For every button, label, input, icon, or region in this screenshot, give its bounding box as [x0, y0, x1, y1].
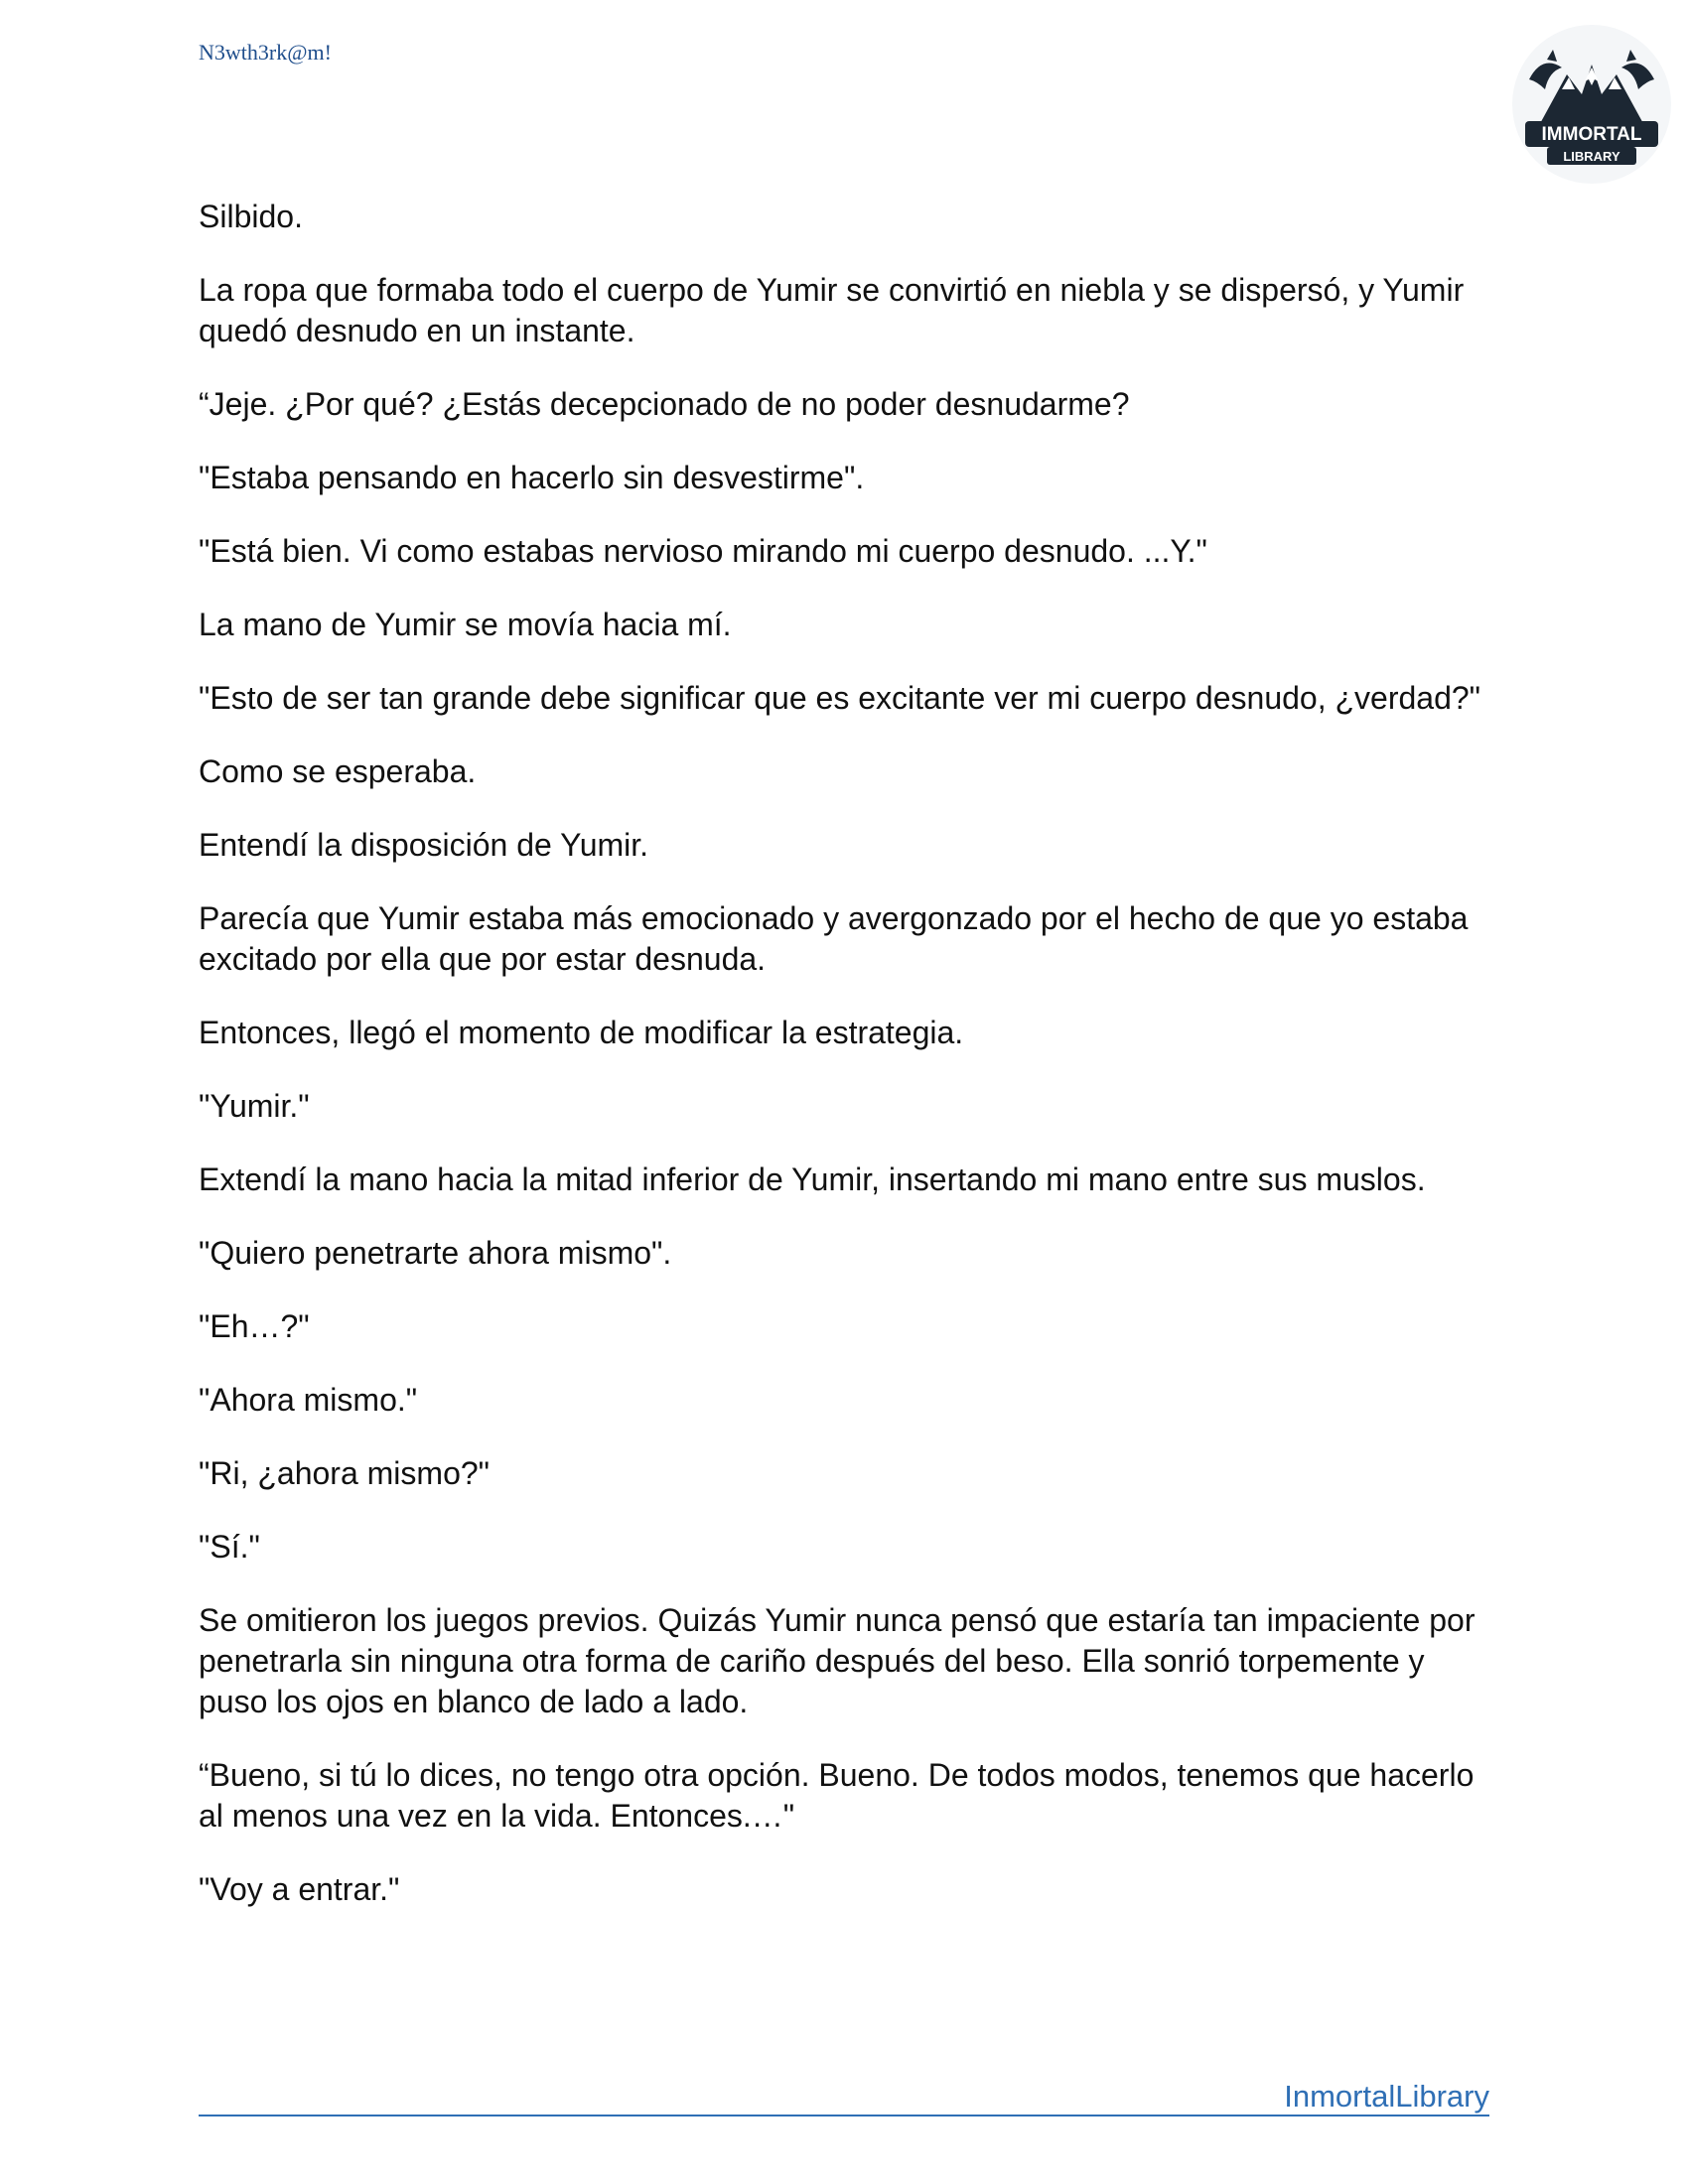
logo-text-bottom: LIBRARY: [1563, 149, 1620, 164]
paragraph: "Voy a entrar.": [199, 1871, 400, 1907]
header-handle: N3wth3rk@m!: [199, 40, 332, 65]
footer-divider: [199, 2115, 1489, 2116]
paragraph: "Ri, ¿ahora mismo?": [199, 1455, 491, 1491]
paragraph: "Yumir.": [199, 1088, 310, 1124]
footer-library-link[interactable]: InmortalLibrary: [1284, 2079, 1489, 2114]
paragraph: "Eh…?": [199, 1308, 310, 1344]
immortal-library-logo: [1507, 20, 1676, 189]
paragraph: Entonces, llegó el momento de modificar la estrategia.: [199, 1015, 964, 1050]
paragraph: Entendí la disposición de Yumir.: [199, 827, 649, 863]
paragraph: La ropa que formaba todo el cuerpo de Yumir se convirtió en niebla y se dispersó, y Yumir quedó desnudo en un instante.: [199, 272, 1465, 348]
document-body: [199, 197, 1499, 1943]
paragraph: Parecía que Yumir estaba más emocionado y avergonzado por el hecho de que yo estaba excitado por ella que por estar desnuda.: [199, 900, 1469, 977]
paragraph: La mano de Yumir se movía hacia mí.: [199, 607, 732, 642]
paragraph: Silbido.: [199, 199, 303, 234]
paragraph: Se omitieron los juegos previos. Quizás Yumir nunca pensó que estaría tan impaciente por penetrarla sin ninguna otra forma de cariño después del beso. Ella sonrió torpemente y puso los ojos en blanco de lado a lado.: [199, 1602, 1476, 1719]
paragraph: "Está bien. Vi como estabas nervioso mirando mi cuerpo desnudo. ...Y.": [199, 533, 1207, 569]
logo-emblem-icon: [1507, 20, 1676, 189]
paragraph: “Bueno, si tú lo dices, no tengo otra opción. Bueno. De todos modos, tenemos que hacerlo al menos una vez en la vida. Entonces.…": [199, 1757, 1475, 1834]
paragraph: Extendí la mano hacia la mitad inferior de Yumir, insertando mi mano entre sus muslos.: [199, 1161, 1426, 1197]
paragraph: "Sí.": [199, 1529, 260, 1565]
paragraph: "Ahora mismo.": [199, 1382, 418, 1418]
paragraph: "Esto de ser tan grande debe significar que es excitante ver mi cuerpo desnudo, ¿verdad?": [199, 680, 1481, 716]
logo-text-top: IMMORTAL: [1541, 124, 1642, 145]
paragraph: “Jeje. ¿Por qué? ¿Estás decepcionado de no poder desnudarme?: [199, 386, 1130, 422]
paragraph: Como se esperaba.: [199, 753, 477, 789]
paragraph: "Estaba pensando en hacerlo sin desvestirme".: [199, 460, 865, 495]
paragraph: "Quiero penetrarte ahora mismo".: [199, 1235, 672, 1271]
